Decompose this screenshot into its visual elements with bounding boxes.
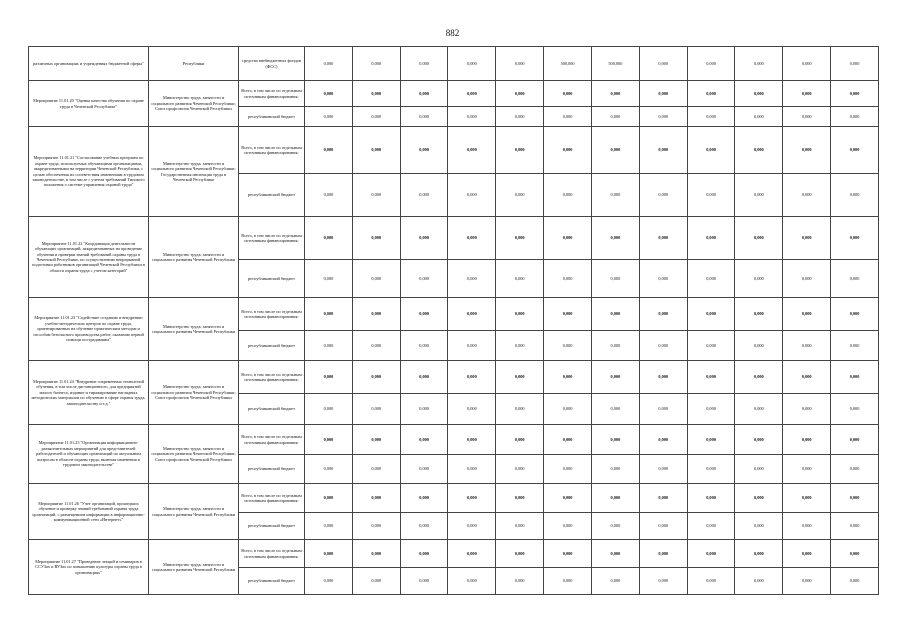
funding-source-cell: республиканский бюджет	[239, 107, 305, 127]
value-cell: 0,000	[687, 540, 735, 568]
value-cell: 0,000	[639, 331, 687, 361]
value-cell: 0,000	[783, 174, 831, 217]
event-name-cell: различных организациях и учреждениях бюджетной сферы"	[29, 47, 149, 81]
value-cell: 0,000	[496, 174, 544, 217]
value-cell: 0,000	[544, 298, 592, 331]
value-cell: 0,000	[831, 47, 879, 81]
value-cell: 0,000	[735, 331, 783, 361]
value-cell: 0,000	[448, 127, 496, 174]
executor-cell: Министерство труда, занятости и социального развития Чеченской Республики; Союз профсоюзов Чеченской Республики	[149, 81, 239, 127]
value-cell: 0,000	[305, 540, 353, 568]
value-cell: 0,000	[352, 217, 400, 260]
executor-cell: Министерство труда, занятости и социального развития Чеченской Республики; Союз профсоюзов Чеченской Республики	[149, 361, 239, 425]
funding-source-cell: Всего, в том числе по отдельным источникам финансирования:	[239, 127, 305, 174]
value-cell: 0,000	[735, 394, 783, 425]
table-row	[29, 127, 879, 174]
value-cell: 0,000	[305, 455, 353, 484]
value-cell: 0,000	[831, 107, 879, 127]
table-row	[29, 425, 879, 455]
value-cell: 0,000	[400, 568, 448, 595]
value-cell: 0,000	[687, 174, 735, 217]
value-cell: 0,000	[783, 394, 831, 425]
funding-source-cell: республиканский бюджет	[239, 260, 305, 298]
value-cell: 0,000	[544, 174, 592, 217]
value-cell: 0,000	[496, 298, 544, 331]
value-cell: 0,000	[352, 127, 400, 174]
value-cell: 0,000	[352, 540, 400, 568]
value-cell: 0,000	[352, 260, 400, 298]
table-row	[29, 361, 879, 394]
value-cell: 0,000	[687, 455, 735, 484]
value-cell: 0,000	[591, 361, 639, 394]
value-cell: 0,000	[591, 513, 639, 540]
value-cell: 0,000	[544, 217, 592, 260]
executor-cell: Министерство труда, занятости и социального развития Чеченской Республики; Союз профсоюзов Чеченской Республики	[149, 425, 239, 484]
value-cell: 0,000	[639, 540, 687, 568]
value-cell: 0,000	[687, 568, 735, 595]
event-name-cell: Мероприятие 11.01.25 "Организация информационно-разъяснительных мероприятий для представителей работодателей и обучающих организаций по актуальным вопросам в области охраны труда, включая изменения в трудовом законодательстве"	[29, 425, 149, 484]
value-cell: 0,000	[783, 331, 831, 361]
value-cell: 0,000	[783, 513, 831, 540]
value-cell: 0,000	[448, 47, 496, 81]
value-cell: 0,000	[735, 540, 783, 568]
value-cell: 0,000	[639, 47, 687, 81]
value-cell: 0,000	[352, 298, 400, 331]
value-cell: 0,000	[400, 107, 448, 127]
executor-cell: Министерство труда, занятости и социального развития Чеченской Республики	[149, 484, 239, 540]
value-cell: 0,000	[305, 47, 353, 81]
value-cell: 0,000	[496, 484, 544, 513]
table-row	[29, 540, 879, 568]
funding-source-cell: Всего, в том числе по отдельным источникам финансирования:	[239, 298, 305, 331]
value-cell: 0,000	[735, 425, 783, 455]
value-cell: 0,000	[783, 484, 831, 513]
value-cell: 0,000	[687, 217, 735, 260]
value-cell: 0,000	[735, 217, 783, 260]
value-cell: 0,000	[496, 107, 544, 127]
value-cell: 0,000	[400, 81, 448, 107]
value-cell: 0,000	[544, 455, 592, 484]
value-cell: 0,000	[783, 47, 831, 81]
funding-source-cell: Всего, в том числе по отдельным источникам финансирования:	[239, 217, 305, 260]
value-cell: 0,000	[735, 361, 783, 394]
value-cell: 0,000	[305, 425, 353, 455]
value-cell: 0,000	[831, 394, 879, 425]
table-row	[29, 217, 879, 260]
value-cell: 0,000	[639, 484, 687, 513]
value-cell: 0,000	[831, 540, 879, 568]
value-cell: 0,000	[400, 331, 448, 361]
value-cell: 0,000	[448, 260, 496, 298]
value-cell: 0,000	[687, 298, 735, 331]
value-cell: 0,000	[591, 425, 639, 455]
value-cell: 0,000	[305, 107, 353, 127]
value-cell: 0,000	[305, 568, 353, 595]
executor-cell: Министерство труда, занятости и социального развития Чеченской Республики	[149, 540, 239, 595]
value-cell: 0,000	[448, 540, 496, 568]
value-cell: 0,000	[496, 331, 544, 361]
value-cell: 0,000	[400, 298, 448, 331]
value-cell: 0,000	[544, 127, 592, 174]
table-row	[29, 47, 879, 81]
value-cell: 0,000	[687, 361, 735, 394]
funding-source-cell: республиканский бюджет	[239, 455, 305, 484]
value-cell: 0,000	[544, 568, 592, 595]
value-cell: 0,000	[639, 260, 687, 298]
value-cell: 0,000	[687, 394, 735, 425]
value-cell: 0,000	[352, 361, 400, 394]
value-cell: 0,000	[639, 107, 687, 127]
value-cell: 0,000	[496, 425, 544, 455]
value-cell: 0,000	[544, 540, 592, 568]
value-cell: 0,000	[735, 484, 783, 513]
value-cell: 0,000	[544, 484, 592, 513]
value-cell: 0,000	[352, 484, 400, 513]
funding-source-cell: Всего, в том числе по отдельным источникам финансирования:	[239, 540, 305, 568]
page-number: 882	[445, 28, 460, 38]
table-body	[29, 47, 879, 595]
value-cell: 0,000	[639, 127, 687, 174]
value-cell: 0,000	[544, 394, 592, 425]
value-cell: 0,000	[831, 298, 879, 331]
value-cell: 0,000	[305, 361, 353, 394]
value-cell: 0,000	[783, 298, 831, 331]
value-cell: 0,000	[831, 217, 879, 260]
value-cell: 0,000	[831, 260, 879, 298]
value-cell: 0,000	[448, 81, 496, 107]
value-cell: 0,000	[448, 568, 496, 595]
value-cell: 0,000	[639, 174, 687, 217]
event-name-cell: Мероприятие 11.01.20 "Оценка качества обучения по охране труда в Чеченской Республике"	[29, 81, 149, 127]
value-cell: 0,000	[305, 394, 353, 425]
value-cell: 0,000	[687, 107, 735, 127]
value-cell: 0,000	[496, 47, 544, 81]
value-cell: 0,000	[783, 568, 831, 595]
value-cell: 0,000	[352, 394, 400, 425]
value-cell: 0,000	[687, 331, 735, 361]
executor-cell: Министерство труда, занятости и социального развития Чеченской Республики	[149, 217, 239, 298]
funding-source-cell: Всего, в том числе по отдельным источникам финансирования:	[239, 425, 305, 455]
value-cell: 0,000	[496, 455, 544, 484]
value-cell: 0,000	[831, 425, 879, 455]
value-cell: 0,000	[783, 540, 831, 568]
value-cell: 0,000	[496, 394, 544, 425]
value-cell: 0,000	[831, 174, 879, 217]
value-cell: 0,000	[687, 425, 735, 455]
value-cell: 0,000	[639, 568, 687, 595]
value-cell: 0,000	[305, 298, 353, 331]
value-cell: 0,000	[783, 455, 831, 484]
funding-source-cell: республиканский бюджет	[239, 513, 305, 540]
value-cell: 0,000	[831, 513, 879, 540]
value-cell: 0,000	[591, 107, 639, 127]
executor-cell: Республики	[149, 47, 239, 81]
value-cell: 0,000	[783, 127, 831, 174]
value-cell: 0,000	[591, 568, 639, 595]
value-cell: 0,000	[400, 484, 448, 513]
value-cell: 0,000	[687, 484, 735, 513]
value-cell: 0,000	[783, 107, 831, 127]
value-cell: 0,000	[639, 425, 687, 455]
value-cell: 0,000	[305, 217, 353, 260]
value-cell: 0,000	[735, 107, 783, 127]
value-cell: 0,000	[305, 484, 353, 513]
value-cell: 0,000	[831, 331, 879, 361]
value-cell: 0,000	[448, 217, 496, 260]
value-cell: 0,000	[496, 81, 544, 107]
value-cell: 0,000	[400, 174, 448, 217]
executor-cell: Министерство труда, занятости и социального развития Чеченской Республики	[149, 298, 239, 361]
value-cell: 0,000	[591, 174, 639, 217]
value-cell: 0,000	[735, 260, 783, 298]
value-cell: 0,000	[352, 174, 400, 217]
value-cell: 0,000	[783, 217, 831, 260]
event-name-cell: Мероприятие 11.01.23 "Содействие созданию и внедрению учебно-методических центров по охране труда, ориентированных на обучение практическим методам и способам безопасного производства работ, оказанию первой помощи пострадавшим"	[29, 298, 149, 361]
event-name-cell: Мероприятие 11.01.27 "Проведение лекций и семинаров в ССУЗах и ВУЗах по повышению культуры охраны труда в организациях"	[29, 540, 149, 595]
value-cell: 0,000	[400, 361, 448, 394]
value-cell: 0,000	[305, 174, 353, 217]
value-cell: 0,000	[639, 361, 687, 394]
value-cell: 0,000	[352, 47, 400, 81]
funding-source-cell: республиканский бюджет	[239, 394, 305, 425]
value-cell: 0,000	[400, 513, 448, 540]
value-cell: 0,000	[591, 455, 639, 484]
value-cell: 0,000	[352, 107, 400, 127]
value-cell: 0,000	[591, 217, 639, 260]
value-cell: 0,000	[687, 127, 735, 174]
value-cell: 0,000	[735, 81, 783, 107]
value-cell: 0,000	[352, 568, 400, 595]
value-cell: 0,000	[496, 217, 544, 260]
event-name-cell: Мероприятие 11.01.26 "Учет организаций, прошедших обучение и проверку знаний требований охраны труда организаций, с размещением информации в информационно-коммуникационной сети «Интернет»"	[29, 484, 149, 540]
value-cell: 0,000	[544, 425, 592, 455]
value-cell: 0,000	[831, 455, 879, 484]
value-cell: 0,000	[448, 425, 496, 455]
value-cell: 0,000	[735, 513, 783, 540]
funding-source-cell: средства внебюджетных фондов (ФСС)	[239, 47, 305, 81]
value-cell: 0,000	[352, 425, 400, 455]
table-row	[29, 81, 879, 107]
value-cell: 0,000	[687, 260, 735, 298]
value-cell: 500,000	[591, 47, 639, 81]
value-cell: 0,000	[591, 394, 639, 425]
value-cell: 0,000	[831, 484, 879, 513]
value-cell: 0,000	[305, 260, 353, 298]
value-cell: 500,000	[544, 47, 592, 81]
value-cell: 0,000	[544, 361, 592, 394]
value-cell: 0,000	[831, 81, 879, 107]
value-cell: 0,000	[305, 513, 353, 540]
value-cell: 0,000	[783, 81, 831, 107]
value-cell: 0,000	[591, 331, 639, 361]
value-cell: 0,000	[496, 568, 544, 595]
value-cell: 0,000	[544, 260, 592, 298]
value-cell: 0,000	[496, 127, 544, 174]
value-cell: 0,000	[783, 361, 831, 394]
value-cell: 0,000	[831, 127, 879, 174]
funding-source-cell: республиканский бюджет	[239, 331, 305, 361]
value-cell: 0,000	[400, 127, 448, 174]
value-cell: 0,000	[831, 361, 879, 394]
value-cell: 0,000	[544, 331, 592, 361]
value-cell: 0,000	[400, 540, 448, 568]
value-cell: 0,000	[448, 455, 496, 484]
value-cell: 0,000	[496, 260, 544, 298]
value-cell: 0,000	[639, 298, 687, 331]
value-cell: 0,000	[305, 331, 353, 361]
value-cell: 0,000	[448, 298, 496, 331]
value-cell: 0,000	[783, 260, 831, 298]
value-cell: 0,000	[735, 568, 783, 595]
event-name-cell: Мероприятие 11.01.21 "Согласование учебных программ по охране труда, используемых обучающими организациями, аккредитованными на территории Чеченской Республики, с целью обеспечения их соответствия изменениям в трудовом законодательстве, в том числе с учетом требований Типового положения о системе управления охраной труда"	[29, 127, 149, 217]
value-cell: 0,000	[783, 425, 831, 455]
event-name-cell: Мероприятие 11.01.22 "Координация деятельности обучающих организаций, аккредитованных на проведение обучения и проверки знаний требований охраны труда в Чеченской Республике, по осуществлению непрерывной подготовки работников организаций Чеченской Республики в области охраны труда с учетом категорий"	[29, 217, 149, 298]
value-cell: 0,000	[352, 513, 400, 540]
value-cell: 0,000	[831, 568, 879, 595]
value-cell: 0,000	[400, 217, 448, 260]
value-cell: 0,000	[400, 425, 448, 455]
value-cell: 0,000	[735, 47, 783, 81]
value-cell: 0,000	[687, 513, 735, 540]
value-cell: 0,000	[448, 107, 496, 127]
value-cell: 0,000	[400, 455, 448, 484]
value-cell: 0,000	[448, 361, 496, 394]
funding-source-cell: Всего, в том числе по отдельным источникам финансирования:	[239, 81, 305, 107]
value-cell: 0,000	[639, 455, 687, 484]
value-cell: 0,000	[735, 174, 783, 217]
value-cell: 0,000	[639, 81, 687, 107]
value-cell: 0,000	[591, 484, 639, 513]
value-cell: 0,000	[544, 107, 592, 127]
table-row	[29, 484, 879, 513]
value-cell: 0,000	[400, 260, 448, 298]
value-cell: 0,000	[687, 81, 735, 107]
value-cell: 0,000	[639, 394, 687, 425]
value-cell: 0,000	[544, 81, 592, 107]
value-cell: 0,000	[305, 81, 353, 107]
value-cell: 0,000	[448, 484, 496, 513]
funding-source-cell: Всего, в том числе по отдельным источникам финансирования:	[239, 361, 305, 394]
executor-cell: Министерство труда, занятости и социального развития Чеченской Республики; Государственная инспекция труда в Чеченской Республике	[149, 127, 239, 217]
table-row	[29, 298, 879, 331]
funding-source-cell: республиканский бюджет	[239, 174, 305, 217]
value-cell: 0,000	[305, 127, 353, 174]
value-cell: 0,000	[639, 513, 687, 540]
value-cell: 0,000	[352, 331, 400, 361]
value-cell: 0,000	[496, 513, 544, 540]
value-cell: 0,000	[496, 540, 544, 568]
value-cell: 0,000	[448, 513, 496, 540]
value-cell: 0,000	[591, 81, 639, 107]
event-name-cell: Мероприятие 11.01.24 "Внедрение современных технологий обучения, в том числе дистанционного, для предприятий малого бизнеса, издание и тиражирование наглядных методических материалов по обучению в сфере охраны труда, законодательству и т.д."	[29, 361, 149, 425]
value-cell: 0,000	[448, 331, 496, 361]
value-cell: 0,000	[591, 298, 639, 331]
funding-source-cell: республиканский бюджет	[239, 568, 305, 595]
value-cell: 0,000	[591, 540, 639, 568]
value-cell: 0,000	[639, 217, 687, 260]
value-cell: 0,000	[352, 455, 400, 484]
value-cell: 0,000	[544, 513, 592, 540]
value-cell: 0,000	[352, 81, 400, 107]
value-cell: 0,000	[496, 361, 544, 394]
value-cell: 0,000	[735, 455, 783, 484]
value-cell: 0,000	[591, 127, 639, 174]
value-cell: 0,000	[735, 127, 783, 174]
value-cell: 0,000	[448, 174, 496, 217]
value-cell: 0,000	[400, 47, 448, 81]
funding-source-cell: Всего, в том числе по отдельным источникам финансирования:	[239, 484, 305, 513]
value-cell: 0,000	[735, 298, 783, 331]
budget-table	[28, 46, 879, 595]
value-cell: 0,000	[687, 47, 735, 81]
value-cell: 0,000	[448, 394, 496, 425]
value-cell: 0,000	[400, 394, 448, 425]
value-cell: 0,000	[591, 260, 639, 298]
